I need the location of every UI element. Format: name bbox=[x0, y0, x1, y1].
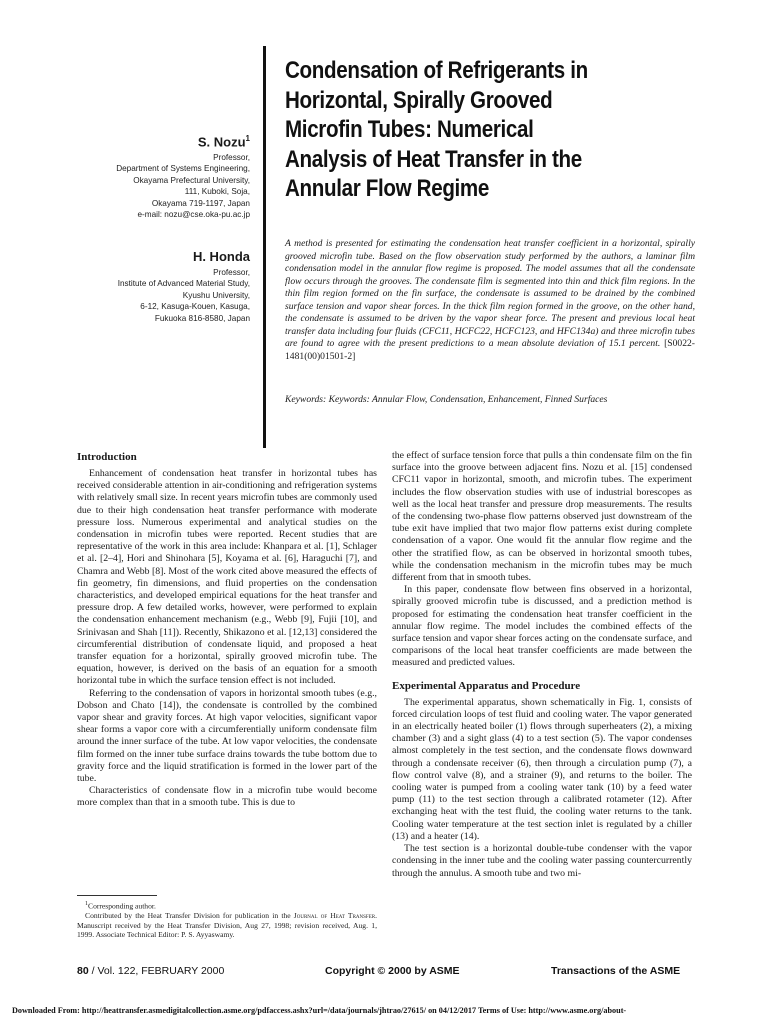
author-name-nozu: S. Nozu$^1$ bbox=[197, 134, 250, 150]
author-name-honda: H. Honda bbox=[192, 249, 250, 264]
footer-page-info: 80 / Vol. 122, FEBRUARY 2000 bbox=[77, 965, 225, 977]
section-heading-introduction: Introduction bbox=[77, 451, 137, 463]
download-notice: Downloaded From: http://heattransfer.asmedigitalcollection.asme.org/pdfaccess.ashx?url=/data/journals/jhtrao/27615/ on 04/12/2017 Terms of Use: http://www.asme.org/about- bbox=[12, 1006, 627, 1015]
keywords: Keywords: Keywords: Annular Flow, Condensation, Enhancement, Finned Surfaces bbox=[285, 394, 608, 405]
section-heading-experimental: Experimental Apparatus and Procedure bbox=[392, 679, 581, 692]
footer-copyright: Copyright © 2000 by ASME bbox=[325, 965, 460, 977]
author-email[interactable]: e-mail: nozu@cse.oka-pu.ac.jp bbox=[137, 210, 250, 220]
abstract: A method is presented for estimating the condensation heat transfer coefficient in a horizontal, spirally grooved microfin tube. Based on the flow observation study performed by the authors, a laminar film condensation model in the annular flow regime is proposed. The model assumes that all the condensate flow occurs through the grooves. The condensate film is segmented into thin and thick film regions. In the thin film region formed on the fin surface, the condensate is assumed to be drained by the combined surface tension and vapor shear forces. In the thick film region formed in the groove, on the other hand, the condensate is assumed to be driven by the vapor shear force. The present and previous local heat transfer data including four fluids (CFC11, HCFC22, HCFC123, and HFC134a) and three microfin tubes are found to agree with the present predictions to a mean absolute deviation of 15.1 percent. [S0022-1481(00)01501-2] bbox=[285, 238, 696, 362]
paragraph: The test section is a horizontal double-tube condenser with the vapor condensing in the inner tube and the cooling water passing countercurrently through the annulus. A smooth tube and two mi- bbox=[392, 843, 692, 879]
footnotes: $^1$Corresponding author. Contributed by the Heat Transfer Division for publication in the Journal of Heat Transfer. Manuscript received by the Heat Transfer Division, Aug 27, 1998; revision received, Aug. 1, 1999. Associate Technical Editor: P. S. Ayyaswamy. bbox=[77, 901, 377, 940]
right-column bbox=[392, 450, 692, 880]
footnote-rule bbox=[77, 895, 157, 896]
paragraph: Referring to the condensation of vapors in horizontal smooth tubes (e.g., Dobson and Chato [14]), the condensate is controlled by the combined vapor shear and gravity forces. At high vapor velocities, significant vapor shear forms a vapor core with a circumferentially uniform condensate film around the inner surface of the tube. At low vapor velocities, the condensate film formed on the inner tube surface drains towards the tube bottom due to gravity force and the liquid stratification is formed in the lower part of the tube. bbox=[77, 687, 377, 785]
paragraph: the effect of surface tension force that pulls a thin condensate film on the fin surface into the groove between adjacent fins. Nozu et al. [15] condensed CFC11 vapor in horizontal, smooth, and microfin tubes. The experiment includes the flow observation studies with use of industrial borescopes as well as the local heat transfer and pressure drop measurements. The results of the condensing two-phase flow patterns observed just downstream of the tube exit have implied that two major flow patterns exist during complete condensation of a vapor. One would fit the annular flow regime and the other the stratified flow, as can be observed in horizontal smooth tubes, while the condensation mechanism in the microfin tubes may be much different from that in smooth tubes. bbox=[392, 450, 692, 584]
paragraph: In this paper, condensate flow between fins observed in a horizontal, spirally grooved microfin tube is discussed, and a prediction method is proposed for estimating the condensation heat transfer coefficient in the annular flow regime. The model includes the combined effects of the surface tension and vapor shear forces acting on the condensate surface, and comparisons of the local heat transfer coefficients are made between the measured and predicted values. bbox=[392, 584, 692, 669]
abstract-doi-code: [S0022-1481(00)01501-2] bbox=[285, 338, 696, 362]
paper-title: Condensation of Refrigerants in Horizontal, Spirally Grooved Microfin Tubes: Numerical Analysis of Heat Transfer in the Annular Flow Regime bbox=[285, 57, 588, 202]
author-affiliation-nozu: Professor, Department of Systems Engineering, Okayama Prefectural University, 111, Kuboki, Soja, Okayama 719-1197, Japan e-mail: nozu@cse.oka-pu.ac.jp bbox=[70, 152, 250, 220]
paragraph: Characteristics of condensate flow in a microfin tube would become more complex than that in a smooth tube. This is due to bbox=[77, 785, 377, 809]
author-affiliation-honda: Professor, Institute of Advanced Material Study, Kyushu University, 6-12, Kasuga-Kouen, Kasuga, Fukuoka 816-8580, Japan bbox=[117, 268, 250, 323]
vertical-divider-rule bbox=[263, 46, 266, 448]
paragraph: Enhancement of condensation heat transfer in horizontal tubes has received considerable attention in air-conditioning and refrigeration systems with relatively small size. In recent years microfin tubes are commonly used due to their high condensation heat transfer performance with moderate pressure loss. Numerous experimental and analytical studies on the condensation in microfin tubes were reported. Recent studies that are representative of the work in this area include: Khanpara et al. [1], Schlager et al. [2–4], Hori and Shinohara [5], Koyama et al. [6], Haraguchi [7], and Chamra and Webb [8]. Most of the work cited above measured the effects of fin geometry, fin dimensions, and fluid properties on the condensation characteristics, and developed empirical equations for the heat transfer and pressure drop. A few detailed works, however, were performed to explain the condensation enhancement mechanism (e.g., Webb [9], Fujii [10], and Srinivasan and Shah [11]). Recently, Shikazono et al. [12,13] considered the circumferential distribution of condensate liquid, and proposed a heat transfer equation for a horizontal, spirally grooved microfin tube. The equation, however, is derived on the basis of an equation for a smooth horizontal tube in which the surface tension effect is not included. bbox=[77, 468, 377, 687]
paragraph: The experimental apparatus, shown schematically in Fig. 1, consists of forced circulation loops of test fluid and cooling water. The vapor generated in an electrically heated boiler (1) flows through superheaters (2), a mixing chamber (3) and a sight glass (4) to a test section (5). The vapor condenses almost completely in the test section, and the condensate flows downward through a condensate receiver (6), then through a circulation pump (7), a flow control valve (8), and a strainer (9), and returns to the boiler. The cooling water is pumped from a cooling water tank (10) by a feed water pump (11) to the test section through a calibrated rotameter (12). After exchanging heat with the test fluid, the cooling water returns to the tank. Cooling water temperature at the test section inlet is regulated by a chiller (13) and a heater (14). bbox=[392, 696, 692, 842]
left-column bbox=[77, 450, 377, 810]
footer-journal: Transactions of the ASME bbox=[551, 965, 681, 977]
